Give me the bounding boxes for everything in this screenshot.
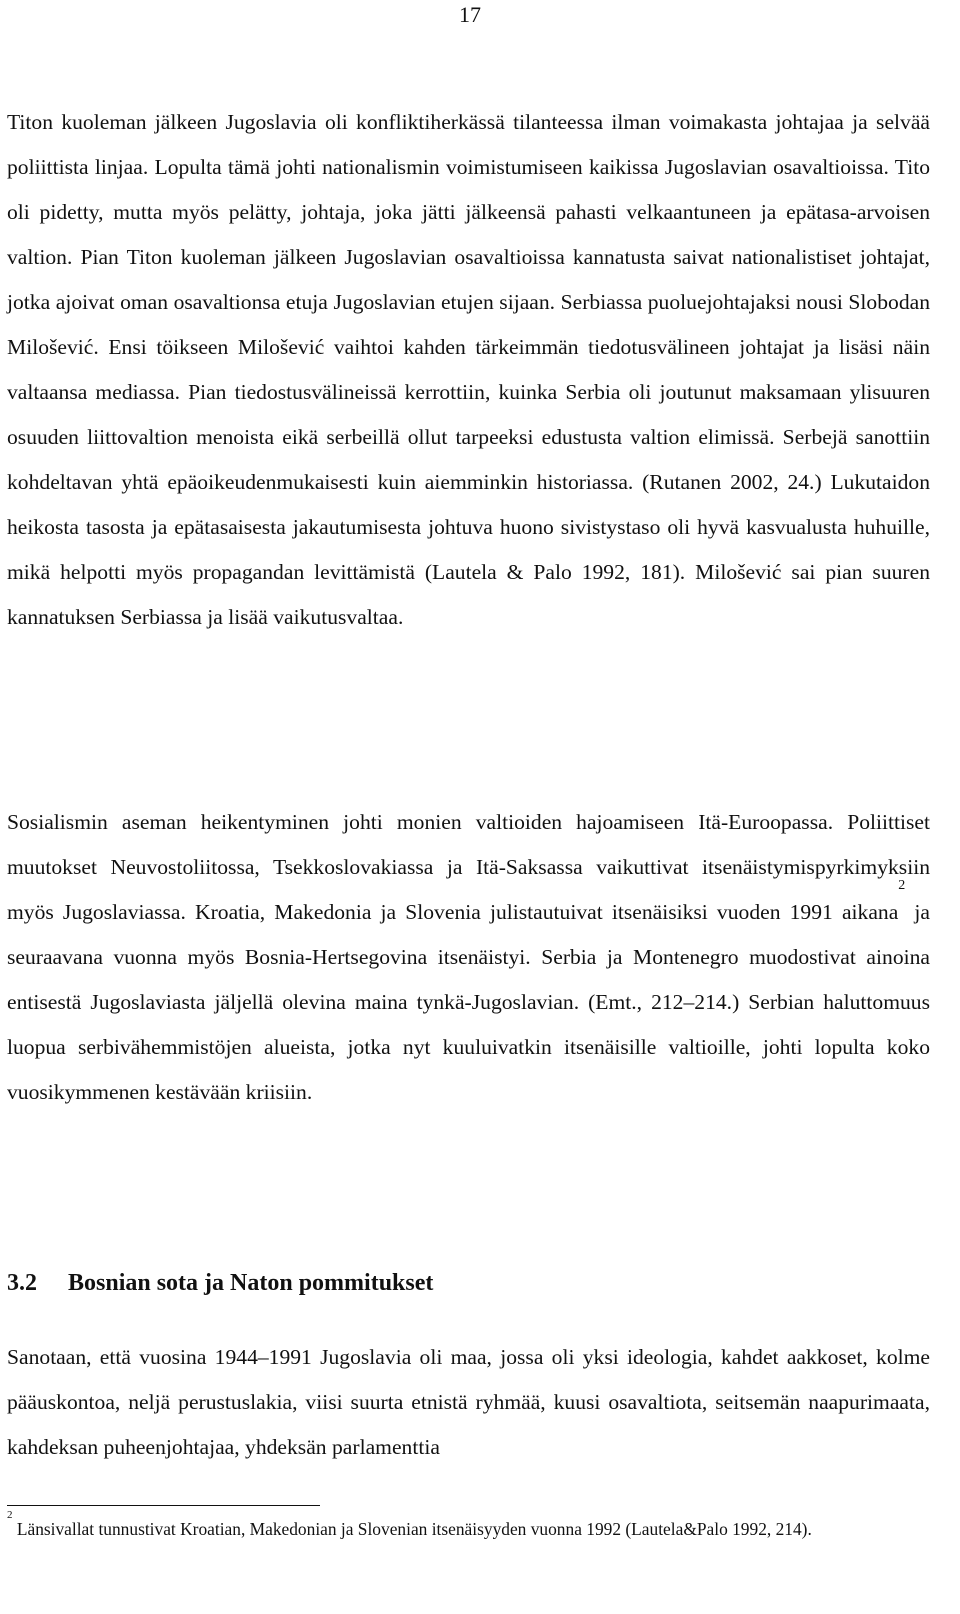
section-title: Bosnian sota ja Naton pommitukset <box>68 1270 434 1296</box>
footnote-text: Länsivallat tunnustivat Kroatian, Makedonian ja Slovenian itsenäisyyden vuonna 1992 (Lautela&Palo 1992, 214). <box>12 1519 812 1539</box>
page-number: 17 <box>459 2 481 27</box>
footnote-mark: 2 <box>7 1509 13 1521</box>
paragraph-2-text-end: ja seuraavana vuonna myös Bosnia-Hertsegovina itsenäistyi. Serbia ja Montenegro muodostivat ainoina entisestä Jugoslaviasta jäljellä olevina maina tynkä-Jugoslavian. (Emt., 212–214.) Serbian haluttomuus luopua serbivähemmistöjen alueista, jotka nyt kuuluivatkin itsenäisille valtioille, johti lopulta koko vuosikymmenen kestävään kriisiin. <box>7 900 931 1104</box>
body-paragraph-2 <box>7 800 930 1115</box>
section-number: 3.2 <box>7 1270 37 1296</box>
footnote-divider <box>7 1505 320 1506</box>
paragraph-2-text-start: Sosialismin aseman heikentyminen johti monien valtioiden hajoamiseen Itä-Euroopassa. Poliittiset muutokset Neuvostoliitossa, Tsekkoslovakiassa ja Itä-Saksassa vaikuttivat itsenäistymispyrkimyksiin myös Jugoslaviassa. Kroatia, Makedonia ja Slovenia julistautuivat itsenäisiksi vuoden 1991 aikana <box>7 810 930 924</box>
body-paragraph-3: Sanotaan, että vuosina 1944–1991 Jugoslavia oli maa, jossa oli yksi ideologia, kahdet aakkoset, kolme pääuskontoa, neljä perustuslakia, viisi suurta etnistä ryhmää, kuusi osavaltiota, seitsemän naapurimaata, kahdeksan puheenjohtajaa, yhdeksän parlamenttia <box>7 1345 930 1459</box>
footnote-reference: 2 <box>898 878 906 893</box>
section-heading <box>7 1263 433 1303</box>
footnote <box>7 1509 930 1541</box>
body-paragraph-1: Titon kuoleman jälkeen Jugoslavia oli konfliktiherkässä tilanteessa ilman voimakasta johtajaa ja selvää poliittista linjaa. Lopulta tämä johti nationalismin voimistumiseen kaikissa Jugoslavian osavaltioissa. Tito oli pidetty, mutta myös pelätty, johtaja, joka jätti jälkeensä pahasti velkaantuneen ja epätasa-arvoisen valtion. Pian Titon kuoleman jälkeen Jugoslavian osavaltioissa kannatusta saivat nationalistiset johtajat, jotka ajoivat oman osavaltionsa etuja Jugoslavian etujen sijaan. Serbiassa puoluejohtajaksi nousi Slobodan Milošević. Ensi töikseen Milošević vaihtoi kahden tärkeimmän tiedotusvälineen johtajat ja lisäsi näin valtaansa mediassa. Pian tiedostusvälineissä kerrottiin, kuinka Serbia oli joutunut maksamaan ylisuuren osuuden liittovaltion menoista eikä serbeillä ollut tarpeeksi edustusta valtion elimissä. Serbejä sanottiin kohdeltavan yhtä epäoikeudenmukaisesti kuin aiemminkin historiassa. (Rutanen 2002, 24.) Lukutaidon heikosta tasosta ja epätasaisesta jakautumisesta johtuva huono sivistystaso oli hyvä kasvualusta huhuille, mikä helpotti myös propagandan levittämistä (Lautela & Palo 1992, 181). Milošević sai pian suuren kannatuksen Serbiassa ja lisää vaikutusvaltaa. <box>7 110 930 629</box>
